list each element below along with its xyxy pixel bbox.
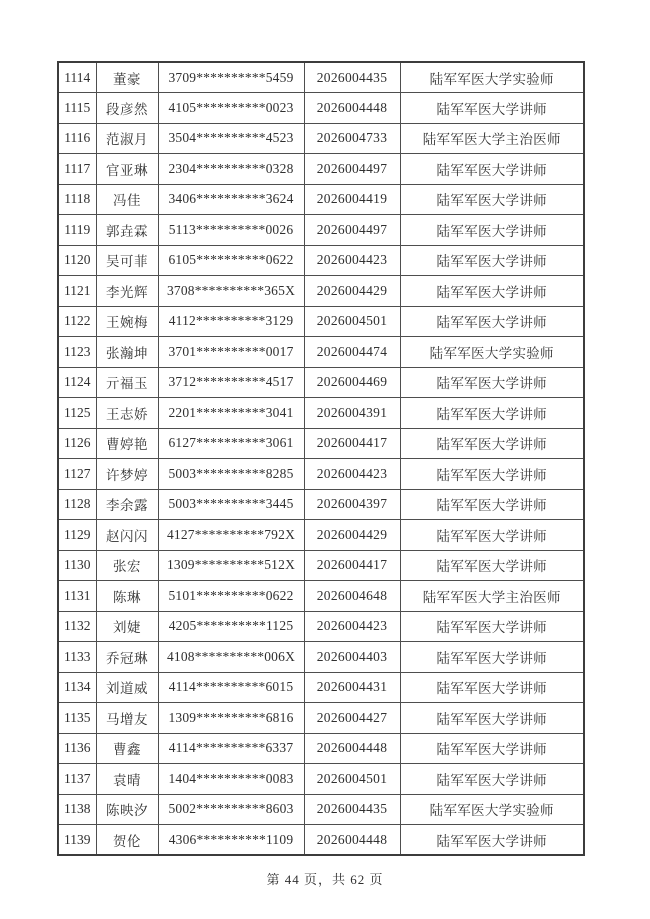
cell-position-title: 陆军军医大学讲师 xyxy=(400,428,584,459)
cell-position-title: 陆军军医大学讲师 xyxy=(400,306,584,337)
table-row xyxy=(58,428,584,459)
cell-position-title: 陆军军医大学讲师 xyxy=(400,154,584,185)
cell-serial-number: 1118 xyxy=(58,184,96,215)
cell-person-name: 曹鑫 xyxy=(96,733,158,764)
personnel-roster-body xyxy=(58,62,584,855)
cell-masked-id-number: 4306**********1109 xyxy=(158,825,304,856)
cell-serial-number: 1133 xyxy=(58,642,96,673)
cell-person-name: 范淑月 xyxy=(96,123,158,154)
cell-person-name: 袁晴 xyxy=(96,764,158,795)
cell-serial-number: 1115 xyxy=(58,93,96,124)
cell-masked-id-number: 4127**********792X xyxy=(158,520,304,551)
cell-position-title: 陆军军医大学主治医师 xyxy=(400,581,584,612)
cell-position-title: 陆军军医大学讲师 xyxy=(400,489,584,520)
table-row xyxy=(58,215,584,246)
cell-masked-id-number: 2201**********3041 xyxy=(158,398,304,429)
cell-serial-number: 1116 xyxy=(58,123,96,154)
cell-person-name: 贺伦 xyxy=(96,825,158,856)
cell-exam-code: 2026004448 xyxy=(304,733,400,764)
cell-person-name: 亓福玉 xyxy=(96,367,158,398)
cell-masked-id-number: 6127**********3061 xyxy=(158,428,304,459)
table-row xyxy=(58,62,584,93)
cell-position-title: 陆军军医大学讲师 xyxy=(400,276,584,307)
table-row xyxy=(58,398,584,429)
cell-exam-code: 2026004419 xyxy=(304,184,400,215)
personnel-roster-table xyxy=(57,61,585,856)
cell-masked-id-number: 5002**********8603 xyxy=(158,794,304,825)
cell-position-title: 陆军军医大学讲师 xyxy=(400,550,584,581)
table-row xyxy=(58,367,584,398)
cell-position-title: 陆军军医大学讲师 xyxy=(400,672,584,703)
cell-person-name: 李余露 xyxy=(96,489,158,520)
cell-person-name: 郭垚霖 xyxy=(96,215,158,246)
cell-serial-number: 1121 xyxy=(58,276,96,307)
cell-position-title: 陆军军医大学讲师 xyxy=(400,245,584,276)
cell-position-title: 陆军军医大学讲师 xyxy=(400,215,584,246)
cell-exam-code: 2026004397 xyxy=(304,489,400,520)
cell-serial-number: 1123 xyxy=(58,337,96,368)
cell-position-title: 陆军军医大学主治医师 xyxy=(400,123,584,154)
cell-serial-number: 1138 xyxy=(58,794,96,825)
cell-masked-id-number: 6105**********0622 xyxy=(158,245,304,276)
cell-person-name: 刘道威 xyxy=(96,672,158,703)
cell-serial-number: 1124 xyxy=(58,367,96,398)
cell-masked-id-number: 5003**********3445 xyxy=(158,489,304,520)
table-row xyxy=(58,733,584,764)
cell-masked-id-number: 4105**********0023 xyxy=(158,93,304,124)
cell-person-name: 冯佳 xyxy=(96,184,158,215)
cell-serial-number: 1137 xyxy=(58,764,96,795)
table-row xyxy=(58,245,584,276)
cell-serial-number: 1125 xyxy=(58,398,96,429)
cell-exam-code: 2026004497 xyxy=(304,154,400,185)
cell-exam-code: 2026004427 xyxy=(304,703,400,734)
cell-position-title: 陆军军医大学实验师 xyxy=(400,337,584,368)
table-row xyxy=(58,611,584,642)
cell-exam-code: 2026004417 xyxy=(304,428,400,459)
cell-position-title: 陆军军医大学实验师 xyxy=(400,62,584,93)
table-row xyxy=(58,154,584,185)
cell-position-title: 陆军军医大学讲师 xyxy=(400,459,584,490)
table-row xyxy=(58,550,584,581)
cell-exam-code: 2026004431 xyxy=(304,672,400,703)
table-row xyxy=(58,581,584,612)
cell-position-title: 陆军军医大学讲师 xyxy=(400,398,584,429)
cell-serial-number: 1114 xyxy=(58,62,96,93)
cell-serial-number: 1131 xyxy=(58,581,96,612)
cell-serial-number: 1122 xyxy=(58,306,96,337)
cell-serial-number: 1136 xyxy=(58,733,96,764)
cell-person-name: 张瀚坤 xyxy=(96,337,158,368)
cell-exam-code: 2026004733 xyxy=(304,123,400,154)
cell-masked-id-number: 3406**********3624 xyxy=(158,184,304,215)
table-row xyxy=(58,459,584,490)
table-row xyxy=(58,93,584,124)
cell-masked-id-number: 3504**********4523 xyxy=(158,123,304,154)
cell-position-title: 陆军军医大学讲师 xyxy=(400,825,584,856)
cell-serial-number: 1117 xyxy=(58,154,96,185)
cell-exam-code: 2026004435 xyxy=(304,62,400,93)
cell-person-name: 张宏 xyxy=(96,550,158,581)
cell-exam-code: 2026004435 xyxy=(304,794,400,825)
cell-serial-number: 1128 xyxy=(58,489,96,520)
table-row xyxy=(58,642,584,673)
table-row xyxy=(58,306,584,337)
cell-position-title: 陆军军医大学讲师 xyxy=(400,642,584,673)
cell-person-name: 官亚琳 xyxy=(96,154,158,185)
cell-masked-id-number: 2304**********0328 xyxy=(158,154,304,185)
cell-exam-code: 2026004448 xyxy=(304,93,400,124)
cell-person-name: 吴可菲 xyxy=(96,245,158,276)
cell-serial-number: 1132 xyxy=(58,611,96,642)
cell-masked-id-number: 5113**********0026 xyxy=(158,215,304,246)
cell-masked-id-number: 3712**********4517 xyxy=(158,367,304,398)
cell-person-name: 王志娇 xyxy=(96,398,158,429)
cell-person-name: 赵闪闪 xyxy=(96,520,158,551)
cell-position-title: 陆军军医大学讲师 xyxy=(400,520,584,551)
table-row xyxy=(58,764,584,795)
cell-person-name: 王婉梅 xyxy=(96,306,158,337)
cell-person-name: 董豪 xyxy=(96,62,158,93)
cell-person-name: 许梦婷 xyxy=(96,459,158,490)
cell-serial-number: 1135 xyxy=(58,703,96,734)
cell-masked-id-number: 1309**********6816 xyxy=(158,703,304,734)
cell-masked-id-number: 4108**********006X xyxy=(158,642,304,673)
cell-exam-code: 2026004429 xyxy=(304,520,400,551)
page-number-footer: 第 44 页，共 62 页 xyxy=(266,872,384,887)
table-row xyxy=(58,703,584,734)
cell-serial-number: 1129 xyxy=(58,520,96,551)
cell-exam-code: 2026004448 xyxy=(304,825,400,856)
cell-person-name: 陈映汐 xyxy=(96,794,158,825)
cell-masked-id-number: 3709**********5459 xyxy=(158,62,304,93)
cell-person-name: 马增友 xyxy=(96,703,158,734)
cell-position-title: 陆军军医大学讲师 xyxy=(400,703,584,734)
cell-masked-id-number: 1309**********512X xyxy=(158,550,304,581)
table-row xyxy=(58,489,584,520)
cell-masked-id-number: 4114**********6015 xyxy=(158,672,304,703)
table-row xyxy=(58,337,584,368)
cell-position-title: 陆军军医大学讲师 xyxy=(400,93,584,124)
cell-exam-code: 2026004403 xyxy=(304,642,400,673)
cell-exam-code: 2026004474 xyxy=(304,337,400,368)
cell-person-name: 乔冠琳 xyxy=(96,642,158,673)
cell-serial-number: 1139 xyxy=(58,825,96,856)
cell-serial-number: 1120 xyxy=(58,245,96,276)
cell-person-name: 段彦然 xyxy=(96,93,158,124)
cell-position-title: 陆军军医大学讲师 xyxy=(400,184,584,215)
table-row xyxy=(58,276,584,307)
cell-person-name: 刘婕 xyxy=(96,611,158,642)
cell-exam-code: 2026004429 xyxy=(304,276,400,307)
cell-exam-code: 2026004423 xyxy=(304,611,400,642)
table-row xyxy=(58,825,584,856)
cell-person-name: 曹婷艳 xyxy=(96,428,158,459)
cell-serial-number: 1127 xyxy=(58,459,96,490)
cell-person-name: 李光辉 xyxy=(96,276,158,307)
cell-person-name: 陈琳 xyxy=(96,581,158,612)
cell-masked-id-number: 4205**********1125 xyxy=(158,611,304,642)
cell-position-title: 陆军军医大学讲师 xyxy=(400,733,584,764)
cell-exam-code: 2026004423 xyxy=(304,459,400,490)
cell-exam-code: 2026004648 xyxy=(304,581,400,612)
table-row xyxy=(58,672,584,703)
cell-serial-number: 1126 xyxy=(58,428,96,459)
cell-exam-code: 2026004417 xyxy=(304,550,400,581)
cell-serial-number: 1134 xyxy=(58,672,96,703)
cell-masked-id-number: 5003**********8285 xyxy=(158,459,304,490)
cell-exam-code: 2026004501 xyxy=(304,306,400,337)
cell-exam-code: 2026004501 xyxy=(304,764,400,795)
cell-position-title: 陆军军医大学讲师 xyxy=(400,367,584,398)
cell-masked-id-number: 5101**********0622 xyxy=(158,581,304,612)
cell-exam-code: 2026004391 xyxy=(304,398,400,429)
cell-exam-code: 2026004497 xyxy=(304,215,400,246)
cell-masked-id-number: 4114**********6337 xyxy=(158,733,304,764)
cell-masked-id-number: 3701**********0017 xyxy=(158,337,304,368)
cell-position-title: 陆军军医大学实验师 xyxy=(400,794,584,825)
cell-exam-code: 2026004423 xyxy=(304,245,400,276)
table-row xyxy=(58,184,584,215)
cell-position-title: 陆军军医大学讲师 xyxy=(400,764,584,795)
cell-exam-code: 2026004469 xyxy=(304,367,400,398)
cell-serial-number: 1119 xyxy=(58,215,96,246)
table-row xyxy=(58,794,584,825)
cell-serial-number: 1130 xyxy=(58,550,96,581)
table-row xyxy=(58,520,584,551)
cell-position-title: 陆军军医大学讲师 xyxy=(400,611,584,642)
cell-masked-id-number: 4112**********3129 xyxy=(158,306,304,337)
cell-masked-id-number: 3708**********365X xyxy=(158,276,304,307)
cell-masked-id-number: 1404**********0083 xyxy=(158,764,304,795)
table-row xyxy=(58,123,584,154)
